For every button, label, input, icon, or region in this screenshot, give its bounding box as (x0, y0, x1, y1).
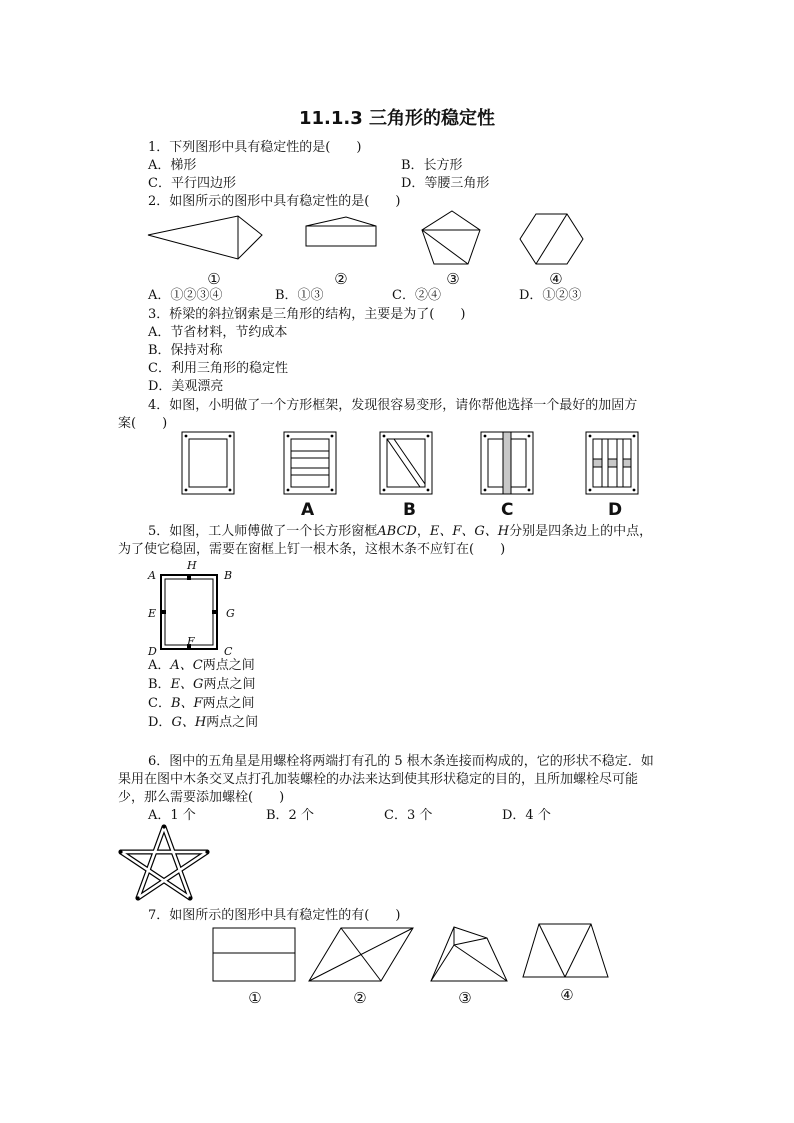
q7-trapezoid-shape (523, 924, 608, 977)
q4-stem-line2: 案( ) (118, 416, 168, 431)
q7-stem: 7．如图所示的图形中具有稳定性的有( ) (148, 908, 401, 923)
q2-pentagon-shape (422, 211, 480, 264)
q5-stem-line1: 5．如图，工人师傅做了一个长方形窗框ABCD，E、F、G、H分别是四条边上的中点， (148, 524, 653, 539)
q1-option-a: A．梯形 (148, 158, 197, 173)
q7-label-1: ① (248, 989, 262, 1007)
q7-figures (205, 920, 625, 986)
q6-option-a: A．1 个 (148, 808, 196, 823)
q4-label-d: D (608, 500, 623, 520)
q6-option-c: C．3 个 (384, 808, 433, 823)
q5-point-g: G (226, 607, 235, 620)
q5-option-a: A．A、C两点之间 (148, 658, 255, 673)
q7-label-2: ② (353, 989, 367, 1007)
q1-stem: 1．下列图形中具有稳定性的是( ) (148, 140, 362, 155)
q5-point-d: D (148, 645, 157, 658)
q3-stem: 3．桥梁的斜拉钢索是三角形的结构，主要是为了( ) (148, 307, 466, 322)
q5-point-b: B (224, 569, 233, 582)
q6-stem-line2: 果用在图中木条交叉点打孔加装螺栓的办法来达到使其形状稳定的目的，且所加螺栓尽可能 (118, 772, 639, 787)
q3-option-c: C．利用三角形的稳定性 (148, 361, 288, 376)
q1-option-b: B．长方形 (401, 158, 463, 173)
q2-stem: 2．如图所示的图形中具有稳定性的是( ) (148, 194, 401, 209)
q4-frame-c (481, 432, 533, 494)
q4-frame-b (380, 432, 432, 494)
q2-option-c: C．②④ (392, 288, 441, 303)
q5-option-c: C．B、F两点之间 (148, 696, 255, 711)
q4-label-b: B (403, 500, 416, 520)
q4-frame-a (284, 432, 336, 494)
q5-point-h: H (187, 559, 197, 572)
q4-figures (180, 430, 640, 498)
q3-option-b: B．保持对称 (148, 343, 223, 358)
q2-option-a: A．①②③④ (148, 288, 223, 303)
page-title: 11.1.3 三角形的稳定性 (298, 108, 496, 129)
q7-label-3: ③ (458, 989, 472, 1007)
q2-kite-shape (148, 216, 262, 259)
q4-label-a: A (301, 500, 315, 520)
q2-option-b: B．①③ (275, 288, 324, 303)
q2-house-shape (306, 217, 376, 246)
q6-stem-line3: 少，那么需要添加螺栓( ) (118, 790, 285, 805)
q5-point-e: E (148, 607, 157, 620)
q6-stem-line1: 6．图中的五角星是用螺栓将两端打有孔的 5 根木条连接而构成的，它的形状不稳定．如 (148, 754, 654, 769)
q6-star-figure (116, 822, 212, 904)
q1-option-c: C．平行四边形 (148, 176, 236, 191)
q4-label-c: C (501, 500, 514, 520)
q5-option-d: D．G、H两点之间 (148, 715, 259, 730)
q7-label-4: ④ (560, 986, 574, 1004)
q7-rectangle-shape (213, 928, 295, 981)
q5-point-f: F (187, 635, 195, 648)
q2-label-4: ④ (549, 270, 563, 288)
q5-stem-line2: 为了使它稳固，需要在窗框上钉一根木条，这根木条不应钉在( ) (118, 542, 506, 557)
q2-label-3: ③ (446, 270, 460, 288)
q2-label-2: ② (334, 270, 348, 288)
q5-point-a: A (148, 569, 156, 582)
q2-label-1: ① (207, 270, 221, 288)
q4-frame-original (182, 432, 234, 494)
q6-option-b: B．2 个 (266, 808, 314, 823)
q6-option-d: D．4 个 (502, 808, 551, 823)
q4-stem-line1: 4．如图，小明做了一个方形框架，发现很容易变形，请你帮他选择一个最好的加固方 (148, 398, 638, 413)
q5-option-b: B．E、G两点之间 (148, 677, 256, 692)
q2-option-d: D．①②③ (519, 288, 582, 303)
q5-point-c: C (224, 645, 233, 658)
q4-frame-d (586, 432, 638, 494)
q3-option-a: A．节省材料，节约成本 (148, 325, 288, 340)
q3-option-d: D．美观漂亮 (148, 379, 224, 394)
q1-option-d: D．等腰三角形 (401, 176, 490, 191)
q2-figures (140, 208, 620, 273)
